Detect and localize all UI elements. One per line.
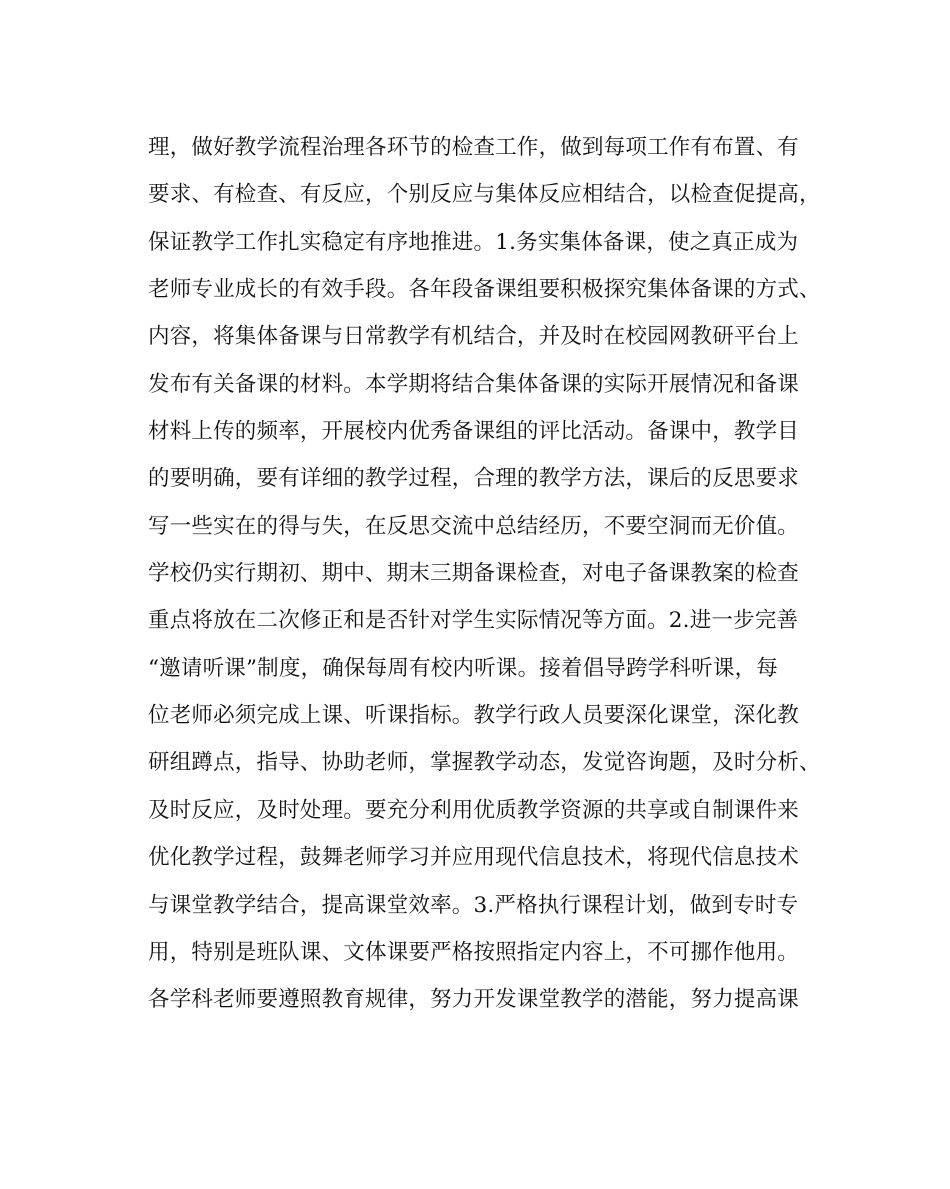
text-line: 理，做好教学流程治理各环节的检查工作，做到每项工作有布置、有 [148, 135, 800, 160]
text-line: 保证教学工作扎实稳定有序地推进。1.务实集体备课，使之真正成为 [148, 229, 799, 255]
body-text [148, 124, 821, 1024]
text-line: 发布有关备课的材料。本学期将结合集体备课的实际开展情况和备课 [148, 371, 800, 397]
text-line: 学校仍实行期初、期中、期末三期备课检查，对电子备课教案的检查 [148, 561, 800, 587]
text-line: 位老师必须完成上课、听课指标。教学行政人员要深化课堂，深化教 [148, 703, 800, 729]
text-line: “邀请听课”制度，确保每周有校内听课。接着倡导跨学科听课，每 [148, 655, 778, 681]
text-line: 优化教学过程，鼓舞老师学习并应用现代信息技术，将现代信息技术 [148, 845, 800, 871]
text-line: 重点将放在二次修正和是否针对学生实际情况等方面。2.进一步完善 [148, 608, 799, 634]
text-line: 要求、有检查、有反应，个别反应与集体反应相结合，以检查促提高， [148, 182, 821, 208]
text-line: 老师专业成长的有效手段。各年段备课组要积极探究集体备课的方式、 [148, 277, 821, 303]
text-line: 写一些实在的得与失，在反思交流中总结经历，不要空洞而无价值。 [148, 513, 800, 539]
text-line: 研组蹲点，指导、协助老师，掌握教学动态，发觉咨询题，及时分析、 [148, 750, 821, 776]
text-line: 的要明确，要有详细的教学过程，合理的教学方法，课后的反思要求 [148, 466, 800, 492]
text-line: 各学科老师要遵照教育规律，努力开发课堂教学的潜能，努力提高课 [148, 987, 800, 1013]
text-line: 用，特别是班队课、文体课要严格按照指定内容上，不可挪作他用。 [148, 939, 800, 965]
text-line: 及时反应，及时处理。要充分利用优质教学资源的共享或自制课件来 [148, 797, 800, 823]
text-line: 与课堂教学结合，提高课堂效率。3.严格执行课程计划，做到专时专 [148, 892, 799, 918]
text-line: 材料上传的频率，开展校内优秀备课组的评比活动。备课中，教学目 [148, 419, 800, 445]
text-line: 内容，将集体备课与日常教学有机结合，并及时在校园网教研平台上 [148, 324, 800, 350]
